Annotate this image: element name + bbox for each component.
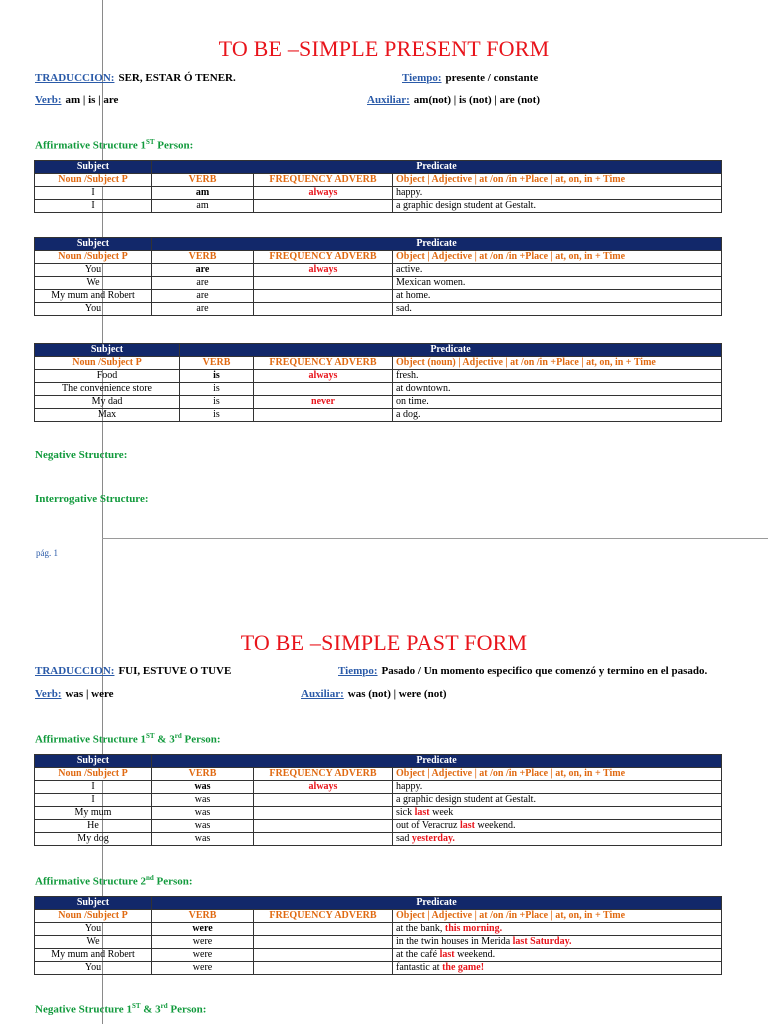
header-predicate: Predicate: [152, 755, 722, 768]
object-text-end: weekend.: [454, 949, 496, 960]
cell-verb: were: [152, 962, 254, 975]
header-predicate: Predicate: [180, 344, 722, 357]
header-frequency: FREQUENCY ADVERB: [254, 910, 393, 923]
table-body: [35, 370, 722, 422]
table-row: [35, 290, 722, 303]
cell-subject: You: [35, 264, 152, 277]
table-body: [35, 923, 722, 975]
cell-object: [393, 794, 722, 807]
cell-object: at home.: [393, 290, 722, 303]
header-object: Object | Adjective | at /on /in +Place | at, on, in + Time: [393, 768, 722, 781]
cell-verb: were: [152, 923, 254, 936]
verb-line: [35, 94, 118, 106]
header-subject: Subject: [35, 238, 152, 251]
cell-subject: The convenience store: [35, 383, 180, 396]
object-time-emphasis: last: [439, 949, 455, 960]
cell-frequency: [254, 290, 393, 303]
cell-frequency: always: [254, 264, 393, 277]
cell-frequency: [254, 820, 393, 833]
cell-frequency: [254, 962, 393, 975]
cell-verb: was: [152, 781, 254, 794]
cell-object: Mexican women.: [393, 277, 722, 290]
table-row: [35, 277, 722, 290]
cell-verb: was: [152, 820, 254, 833]
object-time-emphasis: last: [459, 820, 475, 831]
verb-line-past: [35, 688, 114, 700]
cell-object: active.: [393, 264, 722, 277]
header-object: Object | Adjective | at /on /in +Place | at, on, in + Time: [393, 174, 722, 187]
table-row: [35, 820, 722, 833]
cell-subject: Max: [35, 409, 180, 422]
margin-guide-line: [102, 0, 103, 1024]
cell-verb: was: [152, 794, 254, 807]
cell-object: happy.: [393, 187, 722, 200]
auxiliar-line-past: [301, 688, 447, 700]
header-subject: Subject: [35, 897, 152, 910]
object-time-emphasis: last: [414, 807, 430, 818]
cell-object: a dog.: [393, 409, 722, 422]
auxiliar-value: was (not) | were (not): [347, 688, 447, 700]
header-verb: VERB: [152, 251, 254, 264]
cell-verb: was: [152, 833, 254, 846]
table-row: [35, 781, 722, 794]
cell-frequency: [254, 794, 393, 807]
traduccion-line: [35, 72, 236, 84]
object-text: in the twin houses in Merida: [396, 936, 513, 947]
cell-verb: is: [180, 396, 254, 409]
table-row: [35, 936, 722, 949]
table-row: [35, 200, 722, 213]
cell-verb: am: [152, 200, 254, 213]
header-frequency: FREQUENCY ADVERB: [254, 357, 393, 370]
auxiliar-value: am(not) | is (not) | are (not): [413, 94, 541, 106]
header-noun: Noun /Subject P: [35, 768, 152, 781]
table-row: [35, 370, 722, 383]
table-row: [35, 264, 722, 277]
object-text-end: week: [429, 807, 454, 818]
object-text: sad: [396, 833, 412, 844]
cell-object: sad.: [393, 303, 722, 316]
cell-subject: He: [35, 820, 152, 833]
section-affirmative-past-1-3: Affirmative Structure 1ST & 3rd Person:: [35, 732, 221, 746]
table-row: [35, 187, 722, 200]
table-past-were: [34, 896, 722, 975]
tiempo-line-past: [338, 665, 707, 677]
cell-frequency: [254, 303, 393, 316]
table-row: [35, 923, 722, 936]
page-number: pág. 1: [36, 548, 58, 558]
cell-verb: are: [152, 303, 254, 316]
header-predicate: Predicate: [152, 897, 722, 910]
cell-subject: I: [35, 200, 152, 213]
cell-subject: My mum: [35, 807, 152, 820]
object-text: a graphic design student at Gestalt.: [396, 794, 536, 805]
cell-subject: I: [35, 187, 152, 200]
object-text: happy.: [396, 781, 423, 792]
table-row: [35, 833, 722, 846]
cell-verb: are: [152, 277, 254, 290]
object-time-emphasis: yesterday.: [411, 833, 455, 844]
traduccion-value: SER, ESTAR Ó TENER.: [118, 72, 236, 84]
table-body: [35, 781, 722, 846]
table-row: [35, 409, 722, 422]
cell-frequency: [254, 277, 393, 290]
verb-value: am | is | are: [65, 94, 119, 106]
object-time-emphasis: last Saturday.: [512, 936, 572, 947]
auxiliar-label: Auxiliar:: [301, 688, 344, 700]
section-affirmative-present: Affirmative Structure 1ST Person:: [35, 138, 194, 152]
section-affirmative-past-2: Affirmative Structure 2nd Person:: [35, 874, 193, 888]
cell-frequency: always: [254, 781, 393, 794]
section-interrogative-present: Interrogative Structure:: [35, 493, 149, 505]
tiempo-value: Pasado / Un momento especifico que comenzó y termino en el pasado.: [381, 665, 708, 677]
header-subject: Subject: [35, 161, 152, 174]
cell-subject: Food: [35, 370, 180, 383]
object-text: fantastic at: [396, 962, 443, 973]
cell-frequency: [254, 200, 393, 213]
auxiliar-line: [367, 94, 540, 106]
object-text: at the bank,: [396, 923, 445, 934]
cell-subject: I: [35, 781, 152, 794]
cell-object: [393, 807, 722, 820]
table-present-is: [34, 343, 722, 422]
cell-frequency: always: [254, 187, 393, 200]
cell-verb: am: [152, 187, 254, 200]
table-row: [35, 303, 722, 316]
header-subject: Subject: [35, 755, 152, 768]
page-title-present: TO BE –SIMPLE PRESENT FORM: [218, 36, 550, 61]
table-row: [35, 949, 722, 962]
header-noun: Noun /Subject P: [35, 174, 152, 187]
header-verb: VERB: [152, 768, 254, 781]
cell-verb: is: [180, 370, 254, 383]
cell-object: [393, 923, 722, 936]
object-time-emphasis: the game!: [442, 962, 485, 973]
cell-subject: You: [35, 923, 152, 936]
cell-object: [393, 820, 722, 833]
cell-frequency: [254, 833, 393, 846]
header-verb: VERB: [152, 174, 254, 187]
cell-frequency: [254, 936, 393, 949]
table-body: [35, 187, 722, 213]
page-title-past: TO BE –SIMPLE PAST FORM: [240, 630, 528, 655]
header-frequency: FREQUENCY ADVERB: [254, 251, 393, 264]
table-body: [35, 264, 722, 316]
cell-subject: My mum and Robert: [35, 290, 152, 303]
header-verb: VERB: [180, 357, 254, 370]
cell-frequency: [254, 923, 393, 936]
object-text: sick: [396, 807, 415, 818]
tiempo-label: Tiempo:: [338, 665, 378, 677]
header-noun: Noun /Subject P: [35, 910, 152, 923]
header-verb: VERB: [152, 910, 254, 923]
table-row: [35, 962, 722, 975]
cell-object: [393, 949, 722, 962]
cell-verb: is: [180, 409, 254, 422]
cell-frequency: never: [254, 396, 393, 409]
cell-object: fresh.: [393, 370, 722, 383]
object-time-emphasis: this morning.: [444, 923, 503, 934]
object-text-end: weekend.: [474, 820, 516, 831]
cell-verb: are: [152, 290, 254, 303]
cell-subject: I: [35, 794, 152, 807]
table-past-was: [34, 754, 722, 846]
tiempo-label: Tiempo:: [402, 72, 442, 84]
traduccion-value: FUI, ESTUVE O TUVE: [118, 665, 232, 677]
cell-subject: You: [35, 303, 152, 316]
header-frequency: FREQUENCY ADVERB: [254, 768, 393, 781]
cell-object: [393, 833, 722, 846]
cell-subject: We: [35, 936, 152, 949]
header-object: Object (noun) | Adjective | at /on /in +Place | at, on, in + Time: [393, 357, 722, 370]
cell-frequency: [254, 949, 393, 962]
cell-frequency: [254, 409, 393, 422]
header-frequency: FREQUENCY ADVERB: [254, 174, 393, 187]
table-present-first-person: [34, 160, 722, 213]
table-row: [35, 794, 722, 807]
traduccion-label: TRADUCCION:: [35, 72, 115, 84]
cell-object: on time.: [393, 396, 722, 409]
verb-label: Verb:: [35, 94, 62, 106]
header-object: Object | Adjective | at /on /in +Place | at, on, in + Time: [393, 251, 722, 264]
table-row: [35, 396, 722, 409]
cell-subject: My dad: [35, 396, 180, 409]
cell-object: a graphic design student at Gestalt.: [393, 200, 722, 213]
cell-object: at downtown.: [393, 383, 722, 396]
cell-subject: You: [35, 962, 152, 975]
section-negative-past-1-3: Negative Structure 1ST & 3rd Person:: [35, 1002, 207, 1016]
header-subject: Subject: [35, 344, 180, 357]
page-break: [102, 538, 768, 539]
traduccion-line-past: [35, 665, 231, 677]
verb-label: Verb:: [35, 688, 62, 700]
traduccion-label: TRADUCCION:: [35, 665, 115, 677]
tiempo-value: presente / constante: [445, 72, 539, 84]
header-noun: Noun /Subject P: [35, 357, 180, 370]
auxiliar-label: Auxiliar:: [367, 94, 410, 106]
verb-value: was | were: [65, 688, 114, 700]
section-negative-present: Negative Structure:: [35, 449, 128, 461]
cell-verb: were: [152, 949, 254, 962]
cell-subject: My dog: [35, 833, 152, 846]
cell-object: [393, 936, 722, 949]
tiempo-line: [402, 72, 538, 84]
table-present-are: [34, 237, 722, 316]
cell-frequency: always: [254, 370, 393, 383]
cell-frequency: [254, 807, 393, 820]
object-text: at the café: [396, 949, 440, 960]
cell-verb: were: [152, 936, 254, 949]
header-noun: Noun /Subject P: [35, 251, 152, 264]
header-predicate: Predicate: [152, 238, 722, 251]
header-predicate: Predicate: [152, 161, 722, 174]
cell-verb: is: [180, 383, 254, 396]
cell-verb: are: [152, 264, 254, 277]
header-object: Object | Adjective | at /on /in +Place | at, on, in + Time: [393, 910, 722, 923]
table-row: [35, 807, 722, 820]
cell-frequency: [254, 383, 393, 396]
cell-object: [393, 781, 722, 794]
table-row: [35, 383, 722, 396]
cell-subject: My mum and Robert: [35, 949, 152, 962]
cell-object: [393, 962, 722, 975]
object-text: out of Veracruz: [396, 820, 460, 831]
cell-subject: We: [35, 277, 152, 290]
cell-verb: was: [152, 807, 254, 820]
